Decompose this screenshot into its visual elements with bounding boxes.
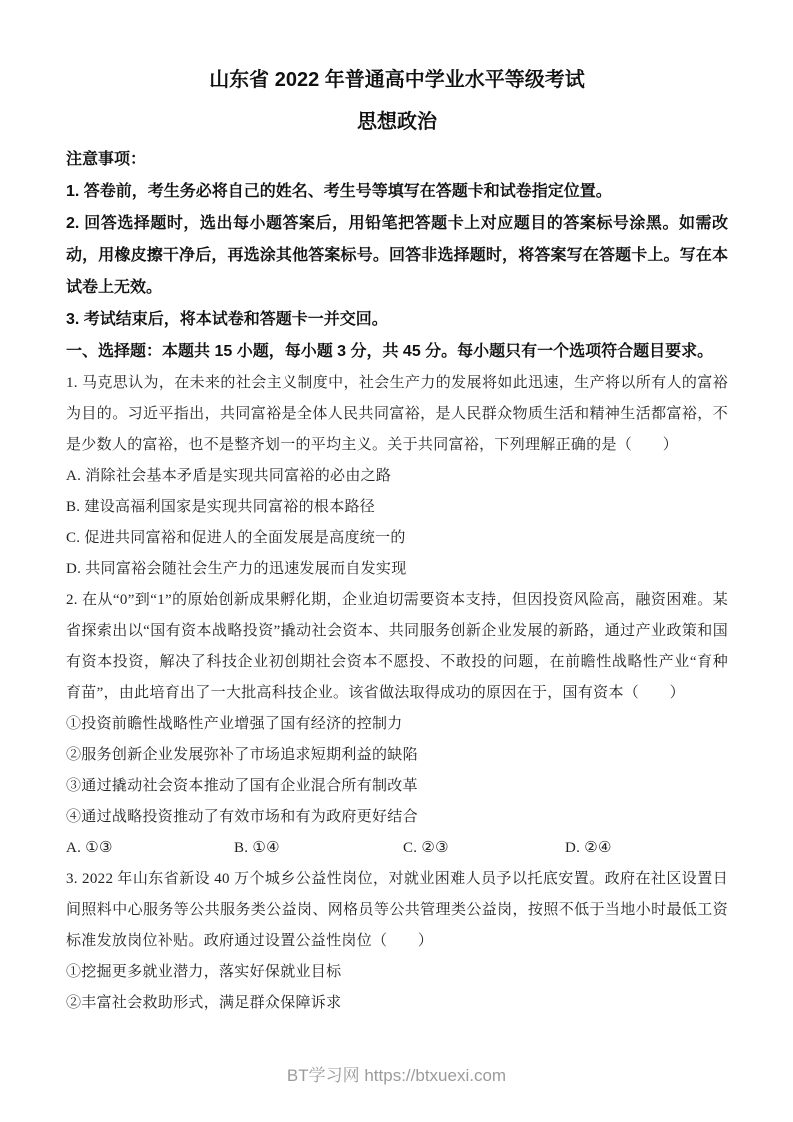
exam-subject: 思想政治 [357,111,437,133]
question-2-choice-b: B. ①④ [234,840,280,856]
question-2 [66,585,728,864]
question-3 [66,864,728,1019]
question-2-choice-a: A. ①③ [66,840,113,856]
exam-title: 山东省 2022 年普通高中学业水平等级考试 [209,69,585,91]
notice-item-3: 3. 考试结束后，将本试卷和答题卡一并交回。 [66,311,388,328]
section-heading: 一、选择题：本题共 15 小题，每小题 3 分，共 45 分。每小题只有一个选项符合题目要求。 [66,343,714,360]
notices-heading: 注意事项： [66,151,147,168]
notice-item-2: 2. 回答选择题时，选出每小题答案后，用铅笔把答题卡上对应题目的答案标号涂黑。如需改动，用橡皮擦干净后，再选涂其他答案标号。回答非选择题时，将答案写在答题卡上。写在本试卷上无效。 [66,215,728,296]
question-3-statement-2: ②丰富社会救助形式，满足群众保障诉求 [66,995,342,1011]
question-2-statement-4: ④通过战略投资推动了有效市场和有为政府更好结合 [66,809,418,825]
question-1-option-a: A. 消除社会基本矛盾是实现共同富裕的必由之路 [66,468,392,484]
question-3-statement-1: ①挖掘更多就业潜力，落实好保就业目标 [66,964,342,980]
question-1 [66,368,728,585]
question-2-statement-1: ①投资前瞻性战略性产业增强了国有经济的控制力 [66,716,403,732]
question-2-statement-2: ②服务创新企业发展弥补了市场追求短期利益的缺陷 [66,747,418,763]
question-1-stem: 1. 马克思认为，在未来的社会主义制度中，社会生产力的发展将如此迅速，生产将以所有人的富裕为目的。习近平指出，共同富裕是全体人民共同富裕，是人民群众物质生活和精神生活都富裕，不是少数人的富裕，也不是整齐划一的平均主义。关于共同富裕，下列理解正确的是（ ） [66,375,728,453]
question-1-option-c: C. 促进共同富裕和促进人的全面发展是高度统一的 [66,530,406,546]
question-2-stem: 2. 在从“0”到“1”的原始创新成果孵化期，企业迫切需要资本支持，但因投资风险高，融资困难。某省探索出以“国有资本战略投资”撬动社会资本、共同服务创新企业发展的新路，通过产业政策和国有资本投资，解决了科技企业初创期社会资本不愿投、不敢投的问题，在前瞻性战略性产业“育种育苗”，由此培育出了一大批高科技企业。该省做法取得成功的原因在于，国有资本（ ） [66,592,728,701]
question-1-option-b: B. 建设高福利国家是实现共同富裕的根本路径 [66,499,376,515]
notice-item-1: 1. 答卷前，考生务必将自己的姓名、考生号等填写在答题卡和试卷指定位置。 [66,183,612,200]
question-2-choices [66,833,728,864]
question-3-stem: 3. 2022 年山东省新设 40 万个城乡公益性岗位，对就业困难人员予以托底安置。政府在社区设置日间照料中心服务等公共服务类公益岗、网格员等公共管理类公益岗，按照不低于当地小时最低工资标准发放岗位补贴。政府通过设置公益性岗位（ ） [66,871,728,949]
question-2-choice-d: D. ②④ [565,840,612,856]
question-1-option-d: D. 共同富裕会随社会生产力的迅速发展而自发实现 [66,561,407,577]
watermark: BT学习网 https://btxuexi.com [286,1066,507,1085]
question-2-choice-c: C. ②③ [403,840,449,856]
question-2-statement-3: ③通过撬动社会资本推动了国有企业混合所有制改革 [66,778,418,794]
